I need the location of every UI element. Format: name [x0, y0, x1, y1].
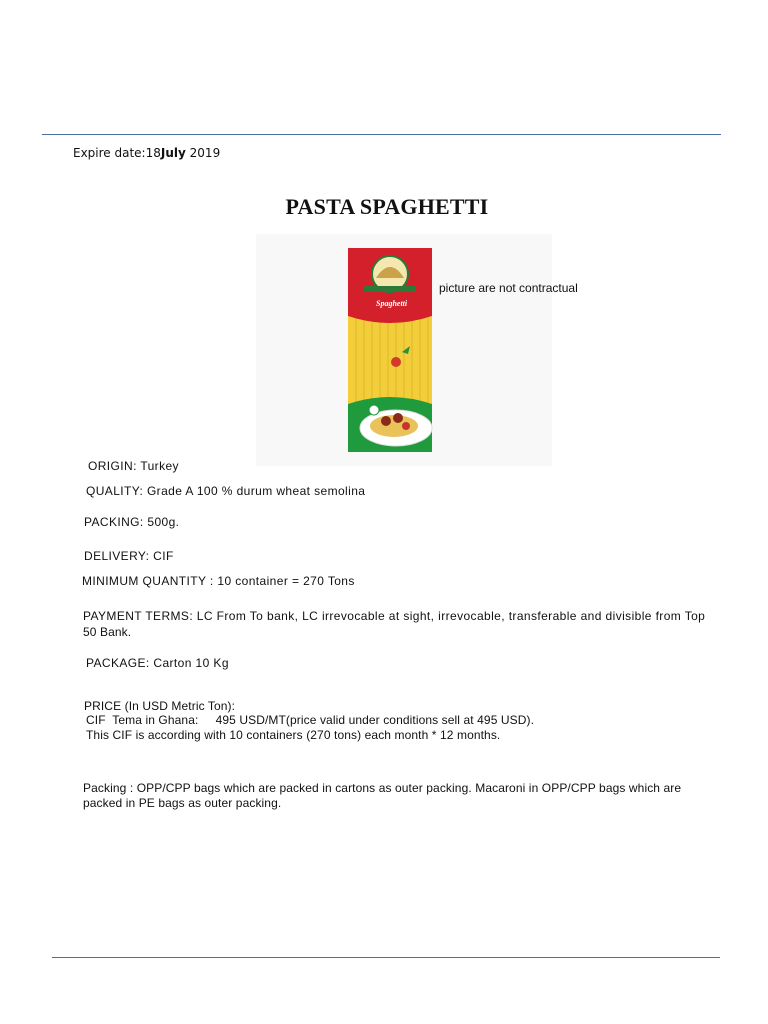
- expire-date: [73, 146, 220, 160]
- header-rule: [42, 134, 721, 135]
- delivery-text: DELIVERY: CIF: [84, 549, 174, 563]
- payment-terms-line-2: 50 Bank.: [83, 625, 132, 639]
- price-line-1: CIF Tema in Ghana: 495 USD/MT(price valid under conditions sell at 495 USD).: [86, 713, 535, 727]
- minimum-quantity-text: MINIMUM QUANTITY : 10 container = 270 Tons: [82, 574, 355, 588]
- packing-note-line-2: packed in PE bags as outer packing.: [83, 796, 282, 810]
- packing-note-line-1: Packing : OPP/CPP bags which are packed in cartons as outer packing. Macaroni in OPP/CPP bags which are: [83, 781, 682, 795]
- product-photo: [256, 234, 552, 466]
- package-label: Spaghetti: [376, 299, 408, 308]
- spaghetti-package-illustration: [256, 234, 552, 466]
- package-text: PACKAGE: Carton 10 Kg: [86, 656, 229, 670]
- payment-terms-line-1: PAYMENT TERMS: LC From To bank, LC irrevocable at sight, irrevocable, transferable and divisible from Top: [83, 609, 706, 623]
- picture-disclaimer: picture are not contractual: [439, 281, 578, 295]
- expire-year: 2019: [185, 146, 221, 160]
- price-heading: PRICE (In USD Metric Ton):: [84, 699, 236, 713]
- price-line-2: This CIF is according with 10 containers (270 tons) each month * 12 months.: [86, 728, 501, 742]
- expire-month: July: [160, 146, 186, 160]
- expire-prefix: Expire date:: [73, 146, 146, 160]
- packing-text: PACKING: 500g.: [84, 515, 180, 529]
- expire-day: 18: [145, 146, 161, 160]
- quality-text: QUALITY: Grade A 100 % durum wheat semolina: [86, 484, 366, 498]
- document-title: PASTA SPAGHETTI: [285, 194, 489, 219]
- origin-text: ORIGIN: Turkey: [88, 459, 179, 473]
- footer-rule: [52, 957, 720, 958]
